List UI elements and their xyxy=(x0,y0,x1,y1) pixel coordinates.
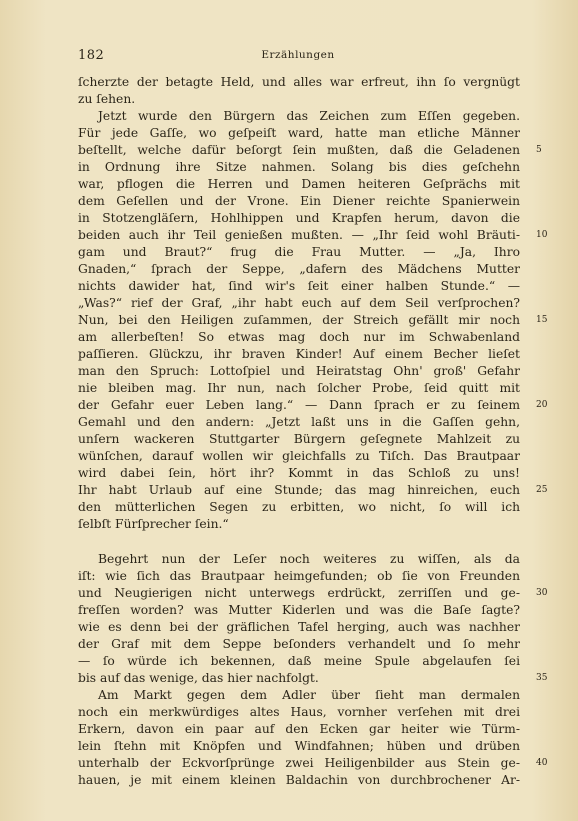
text-line: beiden auch ihr Teil genießen mußten. — „Ihr ſeid wohl Bräuti- 10 xyxy=(78,228,548,242)
text-line: in Stotzengläſern, Hohlhippen und Krapfen herum, davon die xyxy=(78,211,520,225)
text-line: Ihr habt Urlaub auf eine Stunde; das mag hinreichen, euch 25 xyxy=(78,483,548,497)
text-line: noch ein merkwürdiges altes Haus, vornher verſehen mit drei xyxy=(78,705,520,719)
text-line: wie es denn bei der gräflichen Tafel herging, auch was nachher xyxy=(78,620,520,634)
line-number: 35 xyxy=(536,673,548,683)
text-line: lein ſtehn mit Knöpfen und Windfahnen; hüben und drüben xyxy=(78,739,520,753)
text-line: Begehrt nun der Leſer noch weiteres zu wiſſen, als da xyxy=(98,552,520,566)
text-line: paſſieren. Glückzu, ihr braven Kinder! Auf einem Becher lieſet xyxy=(78,347,520,361)
paragraph xyxy=(78,687,548,789)
line-number: 5 xyxy=(536,145,542,155)
line-number: 10 xyxy=(536,230,548,240)
text-line: nie bleiben mag. Ihr nun, nach ſolcher Probe, ſeid quitt mit xyxy=(78,381,520,395)
line-text: ſelbſt Fürſprecher ſein.“ xyxy=(78,517,229,531)
text-line: Nun, bei den Heiligen zuſammen, der Streich gefällt mir noch 15 xyxy=(78,313,548,327)
text-line: unterhalb der Eckvorſprünge zwei Heiligenbilder aus Stein ge- 40 xyxy=(78,756,548,770)
text-line: hauen, je mit einem kleinen Baldachin von durchbrochener Ar- xyxy=(78,773,520,787)
text-line: in Ordnung ihre Sitze nahmen. Solang bis dies geſchehn xyxy=(78,160,520,174)
text-line: Gnaden,“ ſprach der Seppe, „dafern des Mädchens Mutter xyxy=(78,262,520,276)
line-text: zu ſehen. xyxy=(78,92,136,106)
line-number: 30 xyxy=(536,588,548,598)
line-number: 25 xyxy=(536,485,548,495)
text-line: man den Spruch: Lottoſpiel und Heiratstag Ohn' groß' Gefahr xyxy=(78,364,520,378)
text-line: ſcherzte der betagte Held, und alles war erfreut, ihn ſo vergnügt xyxy=(78,75,520,89)
text-line: nichts dawider hat, ſind wir's ſeit einer halben Stunde.“ — xyxy=(78,279,520,293)
page-header xyxy=(78,48,518,66)
text-line: wünſchen, darauf wollen wir gleichfalls zu Tiſch. Das Brautpaar xyxy=(78,449,520,463)
text-line: der Gefahr euer Leben lang.“ — Dann ſprach er zu ſeinem 20 xyxy=(78,398,548,412)
text-line: Am Markt gegen dem Adler über ſieht man dermalen xyxy=(98,688,520,702)
text-line: Gemahl und den andern: „Jetzt laßt uns in die Gaſſen gehn, xyxy=(78,415,520,429)
text-line: dem Geſellen und der Vrone. Ein Diener reichte Spanierwein xyxy=(78,194,520,208)
text-line: Jetzt wurde den Bürgern das Zeichen zum Eſſen gegeben. xyxy=(98,109,520,123)
text-line: Für jede Gaſſe, wo geſpeiſt ward, hatte man etliche Männer xyxy=(78,126,520,140)
running-head: Erzählungen xyxy=(261,49,335,61)
text-line: und Neugierigen nicht unterwegs erdrückt, zerriſſen und ge- 30 xyxy=(78,586,548,600)
line-number: 40 xyxy=(536,758,548,768)
paragraph xyxy=(78,551,548,687)
line-number: 15 xyxy=(536,315,548,325)
text-line xyxy=(78,670,548,687)
text-line: „Was?“ rief der Graf, „ihr habt euch auf dem Seil verſprochen? xyxy=(78,296,520,310)
text-line: beſtellt, welche dafür beſorgt ſein mußten, daß die Geladenen 5 xyxy=(78,143,542,157)
text-line: unſern wackeren Stuttgarter Bürgern geſegnete Mahlzeit zu xyxy=(78,432,520,446)
text-line xyxy=(78,91,520,108)
body-text xyxy=(78,74,548,789)
text-line: am allerbeſten! So etwas mag doch nur im Schwabenland xyxy=(78,330,520,344)
text-line xyxy=(78,516,520,533)
text-line: war, pflogen die Herren und Damen heiteren Geſprächs mit xyxy=(78,177,520,191)
line-text: bis auf das wenige, das hier nachfolgt. xyxy=(78,671,319,685)
text-line: gam und Braut?“ frug die Frau Mutter. — „Ja, Ihro xyxy=(78,245,520,259)
text-line: — ſo würde ich bekennen, daß meine Spule abgelaufen ſei xyxy=(78,654,520,668)
text-line: den mütterlichen Segen zu erbitten, wo nicht, ſo will ich xyxy=(78,500,520,514)
text-line: iſt: wie ſich das Brautpaar heimgefunden; ob ſie von Freunden xyxy=(78,569,520,583)
text-line: der Graf mit dem Seppe beſonders verhandelt und ſo mehr xyxy=(78,637,520,651)
paragraph xyxy=(78,108,548,533)
section-break xyxy=(78,533,520,551)
text-line: wird dabei ſein, hört ihr? Kommt in das Schloß zu uns! xyxy=(78,466,520,480)
text-line: Erkern, davon ein paar auf den Ecken gar heiter wie Türm- xyxy=(78,722,520,736)
page-number: 182 xyxy=(78,48,105,63)
text-line: freſſen worden? was Mutter Kiderlen und was die Baſe ſagte? xyxy=(78,603,520,617)
paragraph xyxy=(78,74,520,108)
line-number: 20 xyxy=(536,400,548,410)
